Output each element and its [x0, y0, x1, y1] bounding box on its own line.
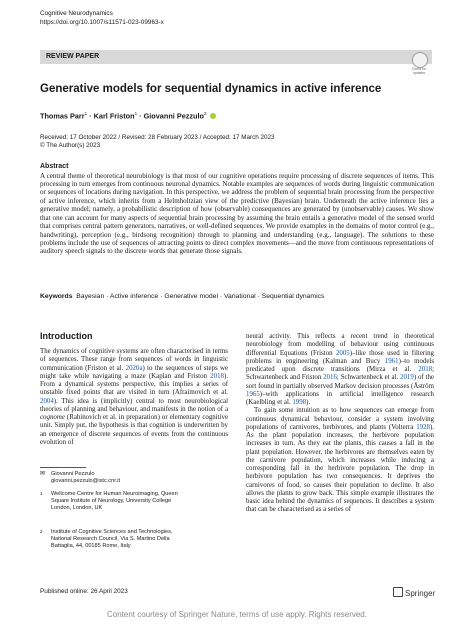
- citation-link[interactable]: 2004: [40, 397, 54, 405]
- published-date: Published online: 26 April 2023: [40, 588, 128, 595]
- citation-link[interactable]: 2018: [210, 372, 224, 380]
- affiliation-number: 1: [40, 491, 43, 496]
- publisher-name: Springer: [405, 589, 436, 598]
- author-name[interactable]: Thomas Parr: [40, 111, 85, 121]
- badge-text: Check for updates: [411, 67, 427, 75]
- author-affiliation-marker: 2: [204, 111, 207, 116]
- contact-name: Giovanni Pezzulo: [51, 471, 95, 477]
- citation-link[interactable]: 2018: [418, 366, 433, 373]
- envelope-icon: ✉: [40, 471, 46, 477]
- contact-email[interactable]: giovanni.pezzulo@istc.cnr.it: [51, 478, 121, 484]
- article-dates: [40, 134, 275, 151]
- check-for-updates-badge[interactable]: [404, 52, 434, 78]
- intro-paragraph: To gain some intuition as to how sequences can emerge from continuous dynamical behaviour, consider a system involving populations of carnivores, herbivores, and plants (Volterra 1928). As the plant population increases, the herbivore population increases in turn. As they eat the plants, this causes a fall in the plant population. However, the herbivores are themselves eaten by the carnivore population, which increases while inducing a corresponding fall in the herbivore population. The drop in herbivore population has two consequences. It deprives the carnivores of food, so causes their population to decline. It also allows the plants to grow back. This simple example illustrates the basic idea behind the dynamics of sequences. It describes a system that can be characterised as a series of: [246, 407, 434, 514]
- author-list: [40, 111, 216, 120]
- citation-link[interactable]: 1961: [384, 357, 399, 365]
- keyword: Sequential dynamics: [261, 293, 325, 300]
- doi-link[interactable]: https://doi.org/10.1007/s11571-023-09963-x: [40, 18, 164, 26]
- article-title: Generative models for sequential dynamics in active inference: [40, 83, 382, 95]
- affiliation-number: 2: [40, 529, 43, 534]
- keyword: Active inference: [109, 293, 159, 300]
- author-separator: ·: [137, 111, 144, 121]
- author-separator: ·: [87, 111, 94, 121]
- affiliation-1: Wellcome Centre for Human Neuroimaging, Queen Square Institute of Neurology, University College London, London, UK: [51, 491, 178, 511]
- copyright: © The Author(s) 2023: [40, 142, 101, 150]
- author-affiliation-marker: 1: [134, 111, 138, 116]
- journal-name: Cognitive Neurodynamics: [40, 10, 113, 17]
- introduction-heading: Introduction: [40, 331, 93, 341]
- footnote-divider: [40, 467, 86, 468]
- keyword: Generative model: [164, 293, 218, 300]
- abstract-text: A central theme of theoretical neurobiology is that most of our cognitive operations require processing of discrete sequences of items. This processing in turn emerges from continuous neuronal dynamics. Notable examples are sequences of words during linguistic communication or sequences of locations during navigation. In this perspective, we address the problem of sequential brain processing from the perspective of active inference, which inherits from a Helmholtzian view of the predictive (Bayesian) brain. Underneath the active inference lies a generative model; namely, a probabilistic description of how (observable) consequences are generated by (unobservable) causes. We show that one can account for many aspects of sequential brain processing by assuming the brain entails a generative model of the sensed world that comprises central pattern generators, narratives, or well-defined sequences. We provide examples in the domains of motor control (e.g., handwriting), perception (e.g., birdsong recognition) through to planning and understanding (e.g., language). The solutions to these problems include the use of sequences of attracting points to direct complex movements—and the move from continuous representations of auditory speech signals to the discrete words that generate those signals.: [40, 171, 434, 256]
- keyword: Bayesian: [76, 293, 105, 300]
- section-label: REVIEW PAPER: [46, 52, 100, 60]
- abstract-heading: Abstract: [40, 163, 69, 170]
- keywords: Keywords Bayesian · Active inference · Generative model · Variational · Sequential dynamics: [40, 293, 325, 300]
- citation-link[interactable]: 1928: [416, 423, 430, 431]
- check-for-updates-icon: [412, 52, 428, 68]
- affiliation-2: Institute of Cognitive Sciences and Technologies, National Research Council, Via S. Martino Della Battaglia, 44, 00185 Rome, Italy: [51, 529, 173, 549]
- orcid-icon[interactable]: [210, 113, 216, 119]
- author-affiliation-marker: 1: [84, 111, 88, 116]
- author-name[interactable]: Giovanni Pezzulo: [143, 111, 205, 121]
- date-history: Received: 17 October 2022 / Revised: 28 February 2023 / Accepted: 17 March 2023: [40, 134, 275, 141]
- intro-left-column: [40, 348, 228, 447]
- citation-link[interactable]: 1998: [292, 399, 307, 406]
- corresponding-author: [51, 471, 120, 485]
- author-name[interactable]: Karl Friston: [93, 111, 135, 121]
- citation-link[interactable]: 2005: [335, 349, 350, 357]
- courtesy-notice: Content courtesy of Springer Nature, terms of use apply. Rights reserved.: [107, 610, 367, 619]
- citation-link[interactable]: 2019: [400, 374, 414, 382]
- intro-paragraph: neural activity. This reflects a recent trend in theoretical neurobiology from modelling of behaviour using continuous differential Equations (Friston 2005)–like those used in filtering problems in engineering (Kalman and Bucy 1961)–to models predicated upon discrete transitions (Mirza et al. 2018; Schwartenbeck and Friston 2016; Schwartenbeck et al. 2019) of the sort found in partially observed Markov decision processes (Åström 1965)–with applications in artificial intelligence research (Kaelbling et al. 1998).: [246, 333, 435, 406]
- springer-horse-icon: [393, 587, 403, 597]
- citation-link[interactable]: 2020a: [125, 364, 143, 372]
- journal-header: [40, 10, 164, 27]
- intro-paragraph: The dynamics of cognitive systems are often characterised in terms of sequences. These range from sequences of words in linguistic communication (Friston et al. 2020a) to the sequences of steps we might take while navigating a maze (Kaplan and Friston 2018). From a dynamical systems perspective, this implies a series of unstable fixed points that are visited in turn (Afraimovich et al. 2004). This idea is (implicitly) central to most neurobiological theories of planning and behaviour, and manifests in the notion of a cognome (Rabinovich et al. in preparation) or elementary cognitive unit. Simply put, the hypothesis is that cognition is underwritten by an emergence of discrete sequences of events from the continuous evolution of: [40, 348, 228, 446]
- citation-link[interactable]: 1965: [246, 390, 260, 398]
- keywords-label: Keywords: [40, 293, 73, 300]
- intro-right-column: [246, 333, 434, 515]
- keyword: Variational: [224, 293, 256, 300]
- citation-link[interactable]: 2016: [323, 374, 337, 382]
- publisher-logo: [393, 587, 435, 598]
